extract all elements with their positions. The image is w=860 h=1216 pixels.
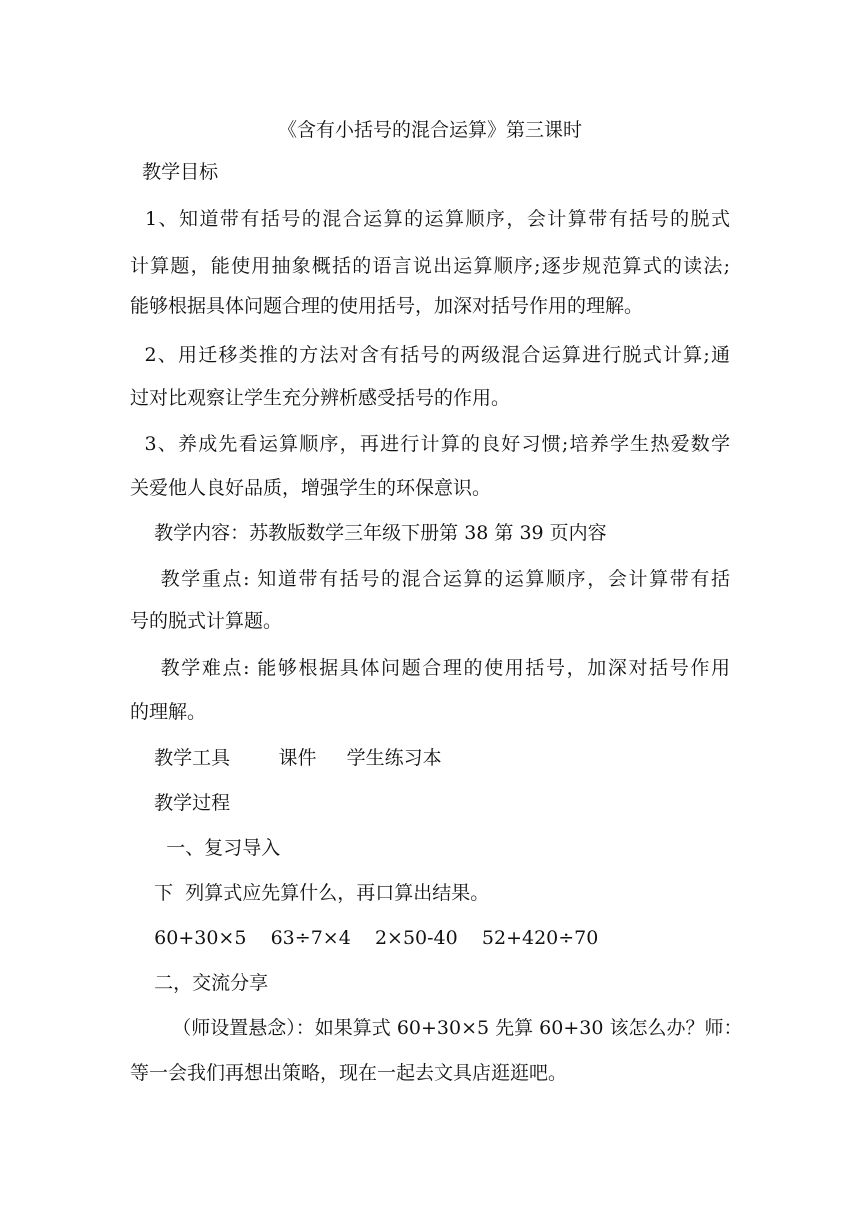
paragraph-line: 1、知道带有括号的混合运算的运算顺序，会计算带有括号的脱式 bbox=[130, 208, 730, 230]
paragraph-line: 号的脱式计算题。 bbox=[130, 610, 283, 632]
paragraph-line: 计算题，能使用抽象概括的语言说出运算顺序;逐步规范算式的读法; bbox=[130, 255, 730, 277]
section-heading-process: 教学过程 bbox=[130, 792, 231, 814]
paragraph-line: 下 列算式应先算什么，再口算出结果。 bbox=[130, 882, 490, 904]
paragraph-line: 2、用迁移类推的方法对含有括号的两级混合运算进行脱式计算;通 bbox=[130, 344, 730, 366]
teaching-content-line: 教学内容：苏教版数学三年级下册第 38 第 39 页内容 bbox=[130, 522, 607, 544]
paragraph-line: 关爱他人良好品质，增强学生的环保意识。 bbox=[130, 477, 492, 499]
teaching-focus-line: 教学重点: 知道带有括号的混合运算的运算顺序，会计算带有括 bbox=[130, 568, 730, 590]
math-expressions-line: 60+30×5 63÷7×4 2×50-40 52+420÷70 bbox=[130, 927, 599, 949]
paragraph-line: 过对比观察让学生充分辨析感受括号的作用。 bbox=[130, 387, 511, 409]
paragraph-line: 能够根据具体问题合理的使用括号，加深对括号作用的理解。 bbox=[130, 295, 644, 317]
section-heading-share: 二，交流分享 bbox=[130, 972, 269, 994]
paragraph-line: 等一会我们再想出策略，现在一起去文具店逛逛吧。 bbox=[130, 1062, 568, 1084]
document-title: 《含有小括号的混合运算》第三课时 bbox=[277, 119, 582, 141]
teaching-difficulty-line: 教学难点: 能够根据具体问题合理的使用括号，加深对括号作用 bbox=[130, 657, 730, 679]
section-heading-objectives: 教学目标 bbox=[130, 161, 219, 183]
paragraph-line: 的理解。 bbox=[130, 701, 207, 723]
section-heading-review: 一、复习导入 bbox=[130, 837, 281, 859]
paragraph-line: 3、养成先看运算顺序，再进行计算的良好习惯;培养学生热爱数学 bbox=[130, 433, 730, 455]
teaching-tools-line: 教学工具 课件 学生练习本 bbox=[130, 747, 442, 769]
paragraph-line: （师设置悬念）：如果算式 60+30×5 先算 60+30 该怎么办？师： bbox=[130, 1017, 743, 1039]
